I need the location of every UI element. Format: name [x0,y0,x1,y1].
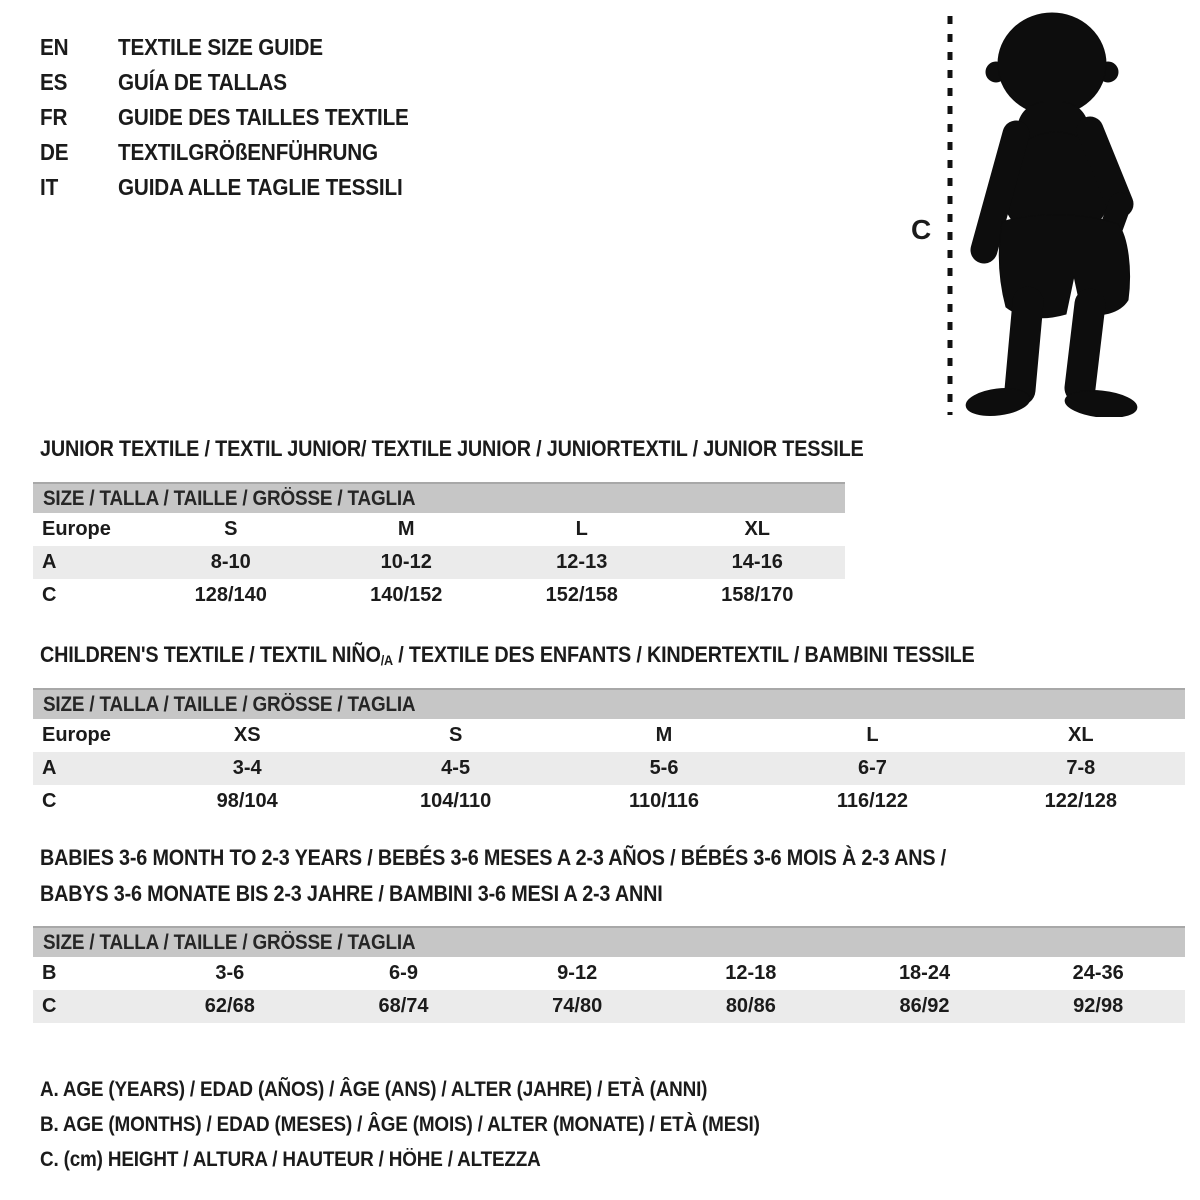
junior-size-bar [33,482,845,513]
babies-height-value: 80/86 [725,995,776,1017]
language-row-it [40,170,441,205]
language-title-it: GUIDA ALLE TAGLIE TESSILI [118,174,403,200]
children-title-part1: CHILDREN'S TEXTILE / TEXTIL NIÑO [40,642,381,667]
children-height-row-label: C [42,790,57,812]
legend-line-age-years [40,1072,840,1107]
children-size-l: L [866,724,879,746]
silhouette-leg-right [1080,304,1090,388]
children-height-value: 110/116 [628,790,700,812]
junior-size-l: L [575,518,588,540]
babies-height-value: 68/74 [378,995,429,1017]
junior-age-value: 14-16 [731,551,783,573]
children-age-value: 4-5 [441,757,471,779]
silhouette-head [998,13,1106,115]
junior-age-value: 8-10 [210,551,251,573]
language-code-en: EN [40,34,69,60]
language-code-it: IT [40,174,59,200]
toddler-figure [938,12,1148,417]
babies-size-bar [33,926,1185,957]
babies-months-value: 9-12 [557,962,598,984]
junior-age-value: 10-12 [380,551,432,573]
babies-height-value: 74/80 [552,995,603,1017]
children-age-value: 7-8 [1066,757,1096,779]
children-region-label: Europe [42,724,111,746]
height-measure-label: C [911,214,932,245]
junior-height-row [33,579,845,612]
junior-height-row-label: C [42,584,57,606]
junior-size-s: S [224,518,238,540]
language-title-es: GUÍA DE TALLAS [118,69,287,95]
legend-line-age-months [40,1107,840,1142]
babies-months-value: 24-36 [1072,962,1124,984]
junior-height-value: 128/140 [194,584,267,606]
babies-months-value: 18-24 [898,962,951,984]
children-age-row-label: A [42,757,57,779]
babies-height-value: 62/68 [204,995,255,1017]
children-size-m: M [655,724,673,746]
babies-height-value: 92/98 [1073,995,1124,1017]
children-height-value: 116/122 [836,790,909,812]
language-row-fr [40,100,441,135]
children-height-value: 98/104 [216,790,278,812]
children-size-bar-label: SIZE / TALLA / TAILLE / GRÖSSE / TAGLIA [43,692,416,716]
language-header [40,30,441,205]
babies-height-row-label: C [42,995,57,1017]
babies-section-title-line2-text: BABYS 3-6 MONATE BIS 2-3 JAHRE / BAMBINI 3-6 MESI A 2-3 ANNI [40,881,663,906]
language-code-fr: FR [40,104,68,130]
legend-line-height-text: C. (cm) HEIGHT / ALTURA / HAUTEUR / HÖHE / ALTEZZA [40,1147,541,1171]
junior-sizes-row [33,513,845,546]
children-age-value: 3-4 [232,757,262,779]
children-size-bar [33,688,1185,719]
legend-line-height [40,1142,840,1177]
children-sizes-row [33,719,1185,752]
babies-months-row [33,957,1185,990]
language-title-en: TEXTILE SIZE GUIDE [118,34,323,60]
babies-section-title-line1 [40,846,1047,870]
babies-months-value: 6-9 [389,962,418,984]
junior-age-value: 12-13 [556,551,608,573]
junior-size-xl: XL [744,518,771,540]
children-size-xl: XL [1068,724,1094,746]
children-title-sub: /A [380,652,393,668]
babies-months-value: 12-18 [725,962,777,984]
language-row-de [40,135,441,170]
children-height-row [33,785,1185,818]
legend-line-age-months-text: B. AGE (MONTHS) / EDAD (MESES) / ÂGE (MOIS) / ALTER (MONATE) / ETÀ (MESI) [40,1112,760,1136]
junior-section-title-text: JUNIOR TEXTILE / TEXTIL JUNIOR/ TEXTILE JUNIOR / JUNIORTEXTIL / JUNIOR TESSILE [40,436,864,461]
babies-size-bar-label: SIZE / TALLA / TAILLE / GRÖSSE / TAGLIA [43,930,416,954]
silhouette-leg-left [1020,302,1028,390]
children-height-value: 104/110 [420,790,492,812]
babies-section-title-line2 [40,882,732,906]
junior-age-row [33,546,845,579]
junior-height-value: 158/170 [721,584,794,606]
children-section-title [40,643,1078,669]
junior-height-value: 152/158 [545,584,618,606]
language-code-de: DE [40,139,69,165]
babies-months-value: 3-6 [215,962,245,984]
language-row-en [40,30,441,65]
language-row-es [40,65,441,100]
language-code-es: ES [40,69,68,95]
junior-section-title [40,437,955,461]
babies-section-title-line1-text: BABIES 3-6 MONTH TO 2-3 YEARS / BEBÉS 3-6 MESES A 2-3 AÑOS / BÉBÉS 3-6 MOIS À 2-3 ANS / [40,845,946,870]
children-size-xs: XS [233,724,261,746]
children-age-row [33,752,1185,785]
babies-height-value: 86/92 [899,995,950,1017]
children-height-value: 122/128 [1044,790,1117,812]
junior-size-bar-label: SIZE / TALLA / TAILLE / GRÖSSE / TAGLIA [43,486,416,510]
junior-age-row-label: A [42,551,57,573]
children-age-value: 5-6 [649,757,679,779]
junior-size-m: M [397,518,415,540]
babies-months-row-label: B [42,962,57,984]
children-section-title-text [40,643,975,669]
junior-size-table [33,482,845,612]
junior-height-value: 140/152 [370,584,443,606]
children-size-table [33,688,1185,818]
junior-region-label: Europe [42,518,111,540]
language-title-fr: GUIDE DES TAILLES TEXTILE [118,104,409,130]
children-size-s: S [448,724,463,746]
children-age-value: 6-7 [857,757,887,779]
legend-line-age-years-text: A. AGE (YEARS) / EDAD (AÑOS) / ÂGE (ANS) / ALTER (JAHRE) / ETÀ (ANNI) [40,1077,708,1101]
children-title-part2: / TEXTILE DES ENFANTS / KINDERTEXTIL / BAMBINI TESSILE [392,642,975,667]
babies-height-row [33,990,1185,1023]
legend [40,1072,840,1177]
babies-size-table [33,926,1185,1023]
toddler-silhouette-icon [965,13,1139,417]
language-title-de: TEXTILGRÖßENFÜHRUNG [118,139,378,165]
